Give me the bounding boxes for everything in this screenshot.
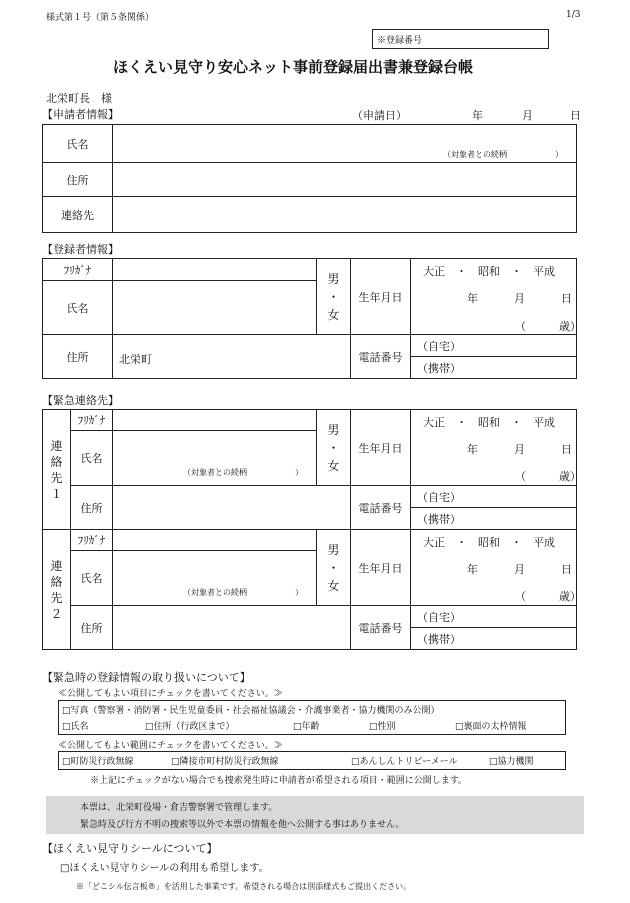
contact2-day: 日 — [561, 563, 572, 576]
contact1-name-label: 氏名 — [71, 431, 113, 486]
contact1-birthdate-label: 生年月日 — [351, 410, 411, 486]
contact2-birthdate-label: 生年月日 — [351, 530, 411, 606]
registrant-birthdate-label: 生年月日 — [351, 259, 411, 335]
management-notice — [46, 796, 584, 834]
checkbox-neighbor-radio[interactable]: □隣接市町村防災行政無線 — [171, 757, 279, 767]
contact2-era: 大正 ・ 昭和 ・ 平成 — [423, 536, 555, 549]
applicant-relationship-note: （対象者との続柄 ） — [443, 150, 563, 159]
contact2-char: ２ — [50, 606, 63, 621]
seal-note: ※「どこシル伝言板®」を活用した事業です。希望される場合は別添様式もご提出ください。 — [76, 882, 412, 891]
contact1-month: 月 — [514, 443, 525, 456]
emergency-contact-1-label — [43, 410, 71, 530]
registration-number-box — [372, 29, 549, 49]
contact2-home-phone[interactable]: （自宅） — [411, 606, 577, 628]
contact1-address-field[interactable] — [113, 486, 351, 530]
contact2-mobile-phone[interactable]: （携帯） — [411, 628, 577, 650]
contact2-year: 年 — [467, 563, 478, 576]
emergency-section-title: 【緊急連絡先】 — [42, 394, 119, 407]
contact1-mobile-phone[interactable]: （携帯） — [411, 508, 577, 530]
contact1-char: 絡 — [50, 454, 63, 469]
handling-note: ※上記にチェックがない場合でも捜索発生時に申請者が希望される項目・範囲に公開します。 — [90, 776, 468, 786]
contact2-name-label: 氏名 — [71, 551, 113, 606]
applicant-address-label: 住所 — [43, 163, 113, 197]
registrant-birthdate-field[interactable] — [411, 259, 581, 335]
registrant-name-field[interactable] — [113, 281, 317, 335]
public-items-box — [59, 701, 566, 735]
contact1-era: 大正 ・ 昭和 ・ 平成 — [423, 416, 555, 429]
contact1-furigana-label: ﾌﾘｶﾞﾅ — [71, 410, 113, 431]
handling-section-title: 【緊急時の登録情報の取り扱いについて】 — [42, 671, 251, 684]
applicant-contact-field[interactable] — [113, 197, 577, 233]
checkbox-anshin-mail[interactable]: □あんしんトリピーメール — [351, 757, 458, 767]
notice-line-2: 緊急時及び行方不明の捜索等以外で本票の情報を他へ公開する事はありません。 — [80, 820, 405, 830]
contact1-birthdate-field[interactable] — [411, 410, 581, 486]
contact1-furigana-field[interactable] — [113, 410, 317, 431]
application-month-label: 月 — [522, 109, 533, 122]
contact2-relationship-note: （対象者との続柄 ） — [183, 588, 303, 597]
registrant-furigana-label: ﾌﾘｶﾞﾅ — [43, 259, 113, 281]
notice-line-1: 本票は、北栄町役場・倉吉警察署で管理します。 — [80, 803, 278, 813]
contact2-furigana-label: ﾌﾘｶﾞﾅ — [71, 530, 113, 551]
seal-section-title: 【ほくえい見守りシールについて】 — [42, 842, 218, 855]
registrant-home-phone[interactable]: （自宅） — [411, 335, 577, 357]
emergency-contact-2-label — [43, 530, 71, 650]
contact1-char: 先 — [50, 470, 63, 485]
applicant-contact-label: 連絡先 — [43, 197, 113, 233]
public-items-table — [58, 700, 566, 735]
emergency-table — [42, 409, 581, 650]
sex-female[interactable]: 女 — [327, 307, 340, 322]
contact2-char: 連 — [50, 558, 63, 573]
contact1-age: （ 歳） — [515, 470, 581, 483]
sex-female[interactable]: 女 — [327, 458, 340, 473]
application-date-label: （申請日） — [352, 109, 407, 122]
contact2-sex-cell[interactable] — [317, 530, 351, 606]
contact2-address-field[interactable] — [113, 606, 351, 650]
contact1-relationship-note: （対象者との続柄 ） — [183, 468, 303, 477]
contact2-name-field[interactable] — [113, 551, 317, 606]
form-number: 様式第１号（第５条関係） — [46, 13, 155, 23]
addressee: 北栄町長 様 — [46, 92, 112, 105]
checkbox-back-info[interactable]: □裏面の太枠情報 — [455, 722, 527, 732]
sex-separator: ・ — [327, 289, 340, 304]
contact1-char: 連 — [50, 438, 63, 453]
sex-female[interactable]: 女 — [327, 578, 340, 593]
applicant-name-label: 氏名 — [43, 125, 113, 163]
contact2-char: 絡 — [50, 574, 63, 589]
contact1-year: 年 — [467, 443, 478, 456]
page-number: 1/3 — [566, 10, 581, 20]
contact1-home-phone[interactable]: （自宅） — [411, 486, 577, 508]
sex-male[interactable]: 男 — [327, 271, 340, 286]
registrant-address-value: 北栄町 — [119, 353, 152, 366]
application-day-label: 日 — [570, 109, 581, 122]
checkbox-name[interactable]: □氏名 — [62, 722, 89, 732]
checkbox-town-radio[interactable]: □町防災行政無線 — [62, 757, 134, 767]
registrant-year: 年 — [467, 292, 478, 305]
contact1-day: 日 — [561, 443, 572, 456]
registrant-address-field[interactable] — [113, 335, 351, 379]
registrant-section-title: 【登録者情報】 — [42, 243, 119, 256]
contact2-address-label: 住所 — [71, 606, 113, 650]
registrant-furigana-field[interactable] — [113, 259, 317, 281]
contact2-birthdate-field[interactable] — [411, 530, 581, 606]
contact1-address-label: 住所 — [71, 486, 113, 530]
contact2-char: 先 — [50, 590, 63, 605]
registrant-mobile-phone[interactable]: （携帯） — [411, 357, 577, 379]
contact2-furigana-field[interactable] — [113, 530, 317, 551]
sex-male[interactable]: 男 — [327, 422, 340, 437]
page-title: ほくえい見守り安心ネット事前登録届出書兼登録台帳 — [113, 58, 474, 76]
checkbox-photo[interactable]: □写真（警察署・消防署・民生児童委員・社会福祉協議会・介護事業者・協力機関のみ公開） — [62, 706, 440, 716]
applicant-name-field[interactable] — [113, 125, 577, 163]
registration-number-label: ※登録番号 — [377, 36, 423, 46]
registrant-month: 月 — [514, 292, 525, 305]
registrant-day: 日 — [561, 292, 572, 305]
applicant-address-field[interactable] — [113, 163, 577, 197]
public-scope-table — [58, 751, 566, 770]
checkbox-address[interactable]: □住所（行政区まで） — [145, 722, 235, 732]
checkbox-seal[interactable]: □ほくえい見守りシールの利用も希望します。 — [60, 863, 269, 874]
contact1-char: １ — [50, 486, 63, 501]
contact2-phone-label: 電話番号 — [351, 606, 411, 650]
contact2-age: （ 歳） — [515, 590, 581, 603]
registrant-phone-label: 電話番号 — [351, 335, 411, 379]
applicant-section-title: 【申請者情報】 — [42, 108, 119, 121]
registrant-age: （ 歳） — [515, 320, 581, 333]
contact1-name-field[interactable] — [113, 431, 317, 486]
checkbox-age[interactable]: □年齢 — [293, 722, 320, 732]
contact1-sex-cell[interactable] — [317, 410, 351, 486]
registrant-era: 大正 ・ 昭和 ・ 平成 — [423, 265, 555, 278]
checkbox-gender[interactable]: □性別 — [369, 722, 396, 732]
items-instruction: ≪公開してもよい項目にチェックを書いてください。≫ — [58, 689, 283, 699]
registrant-table — [42, 258, 581, 379]
registrant-name-label: 氏名 — [43, 281, 113, 335]
contact2-month: 月 — [514, 563, 525, 576]
registrant-address-label: 住所 — [43, 335, 113, 379]
checkbox-cooperation[interactable]: □協力機関 — [489, 757, 534, 767]
registrant-sex-cell[interactable] — [317, 259, 351, 335]
public-scope-box — [59, 752, 566, 770]
contact1-phone-label: 電話番号 — [351, 486, 411, 530]
sex-male[interactable]: 男 — [327, 542, 340, 557]
sex-separator: ・ — [327, 440, 340, 455]
sex-separator: ・ — [327, 560, 340, 575]
scope-instruction: ≪公開してもよい範囲にチェックを書いてください。≫ — [58, 741, 283, 751]
application-year-label: 年 — [472, 109, 483, 122]
applicant-table — [42, 124, 577, 233]
